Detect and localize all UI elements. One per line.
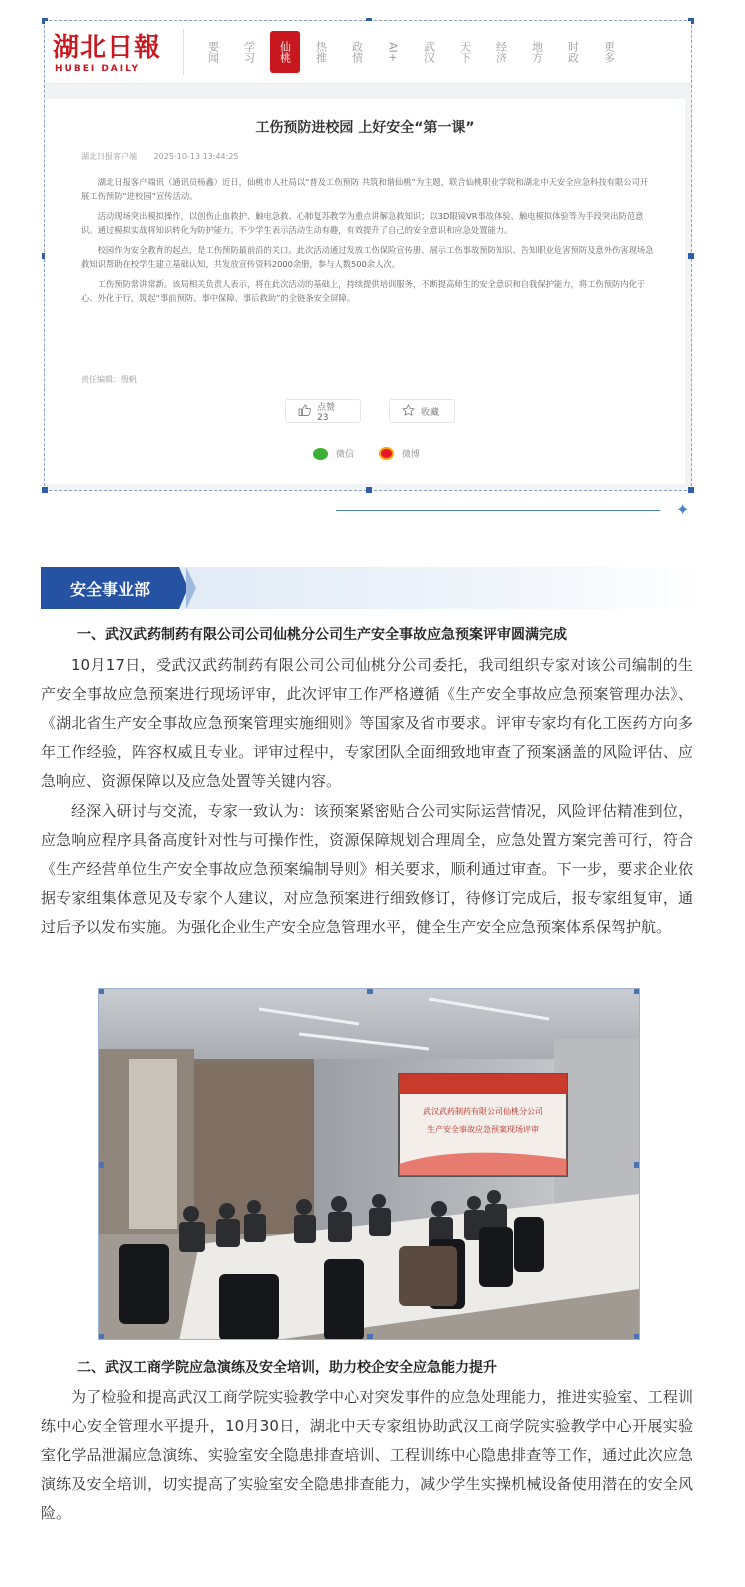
screen-text-line2: 生产安全事故应急预案现场评审 — [427, 1125, 539, 1134]
resize-handle[interactable] — [98, 1162, 104, 1168]
nav-item-difang[interactable]: 地方 — [530, 41, 544, 63]
meeting-photo — [98, 988, 640, 1340]
resize-handle[interactable] — [42, 487, 48, 493]
nav-item-ai[interactable]: AI+ — [386, 42, 400, 62]
section-arrow-decoration — [186, 567, 196, 609]
article-editor: 责任编辑：殷帆 — [81, 375, 137, 384]
thumbs-up-icon — [298, 404, 311, 419]
sparkle-icon: ✦ — [676, 500, 690, 519]
resize-handle[interactable] — [98, 988, 104, 994]
star-icon — [402, 404, 415, 419]
article-card — [45, 99, 685, 484]
article1-paragraph-1: 10月17日，受武汉武药制药有限公司公司仙桃分公司委托，我司组织专家对该公司编制的生产安全事故应急预案进行现场评审，此次评审工作严格遵循《生产安全事故应急预案管理办法》、《湖北省生产安全事故应急预案管理实施细则》等国家及省市要求。评审专家均有化工医药方向多年工作经验，阵容权威且专业。评审过程中，专家团队全面细致地审查了预案涵盖的风险评估、应急响应、资源保障以及应急处置等关键内容。 — [41, 656, 693, 790]
article-paragraph: 工伤预防常讲常新。该局相关负责人表示，将在此次活动的基础上，持续提供培训服务，不断提高师生的安全意识和自我保护能力，将工伤预防内化于心、外化于行，筑起“事前预防、事中保障、事后救助”的全链条安全屏障。 — [81, 279, 646, 303]
like-button[interactable] — [285, 399, 361, 423]
resize-handle[interactable] — [367, 988, 373, 994]
masthead — [45, 21, 691, 84]
share-weibo-label: 微博 — [402, 450, 421, 460]
nav-item-zhengqing[interactable]: 政情 — [350, 41, 364, 63]
favorite-label: 收藏 — [421, 407, 440, 418]
wechat-icon — [313, 448, 328, 460]
nav-item-shizheng[interactable]: 时政 — [566, 41, 580, 63]
article-body — [81, 175, 655, 311]
resize-handle[interactable] — [634, 1334, 640, 1340]
share-wechat-button[interactable] — [313, 447, 354, 460]
meeting-photo-illustration — [99, 989, 640, 1340]
article-paragraph: 校园作为安全教育的起点，是工伤预防最前沿的关口。此次活动通过发放工伤保险宣传册、展示工伤事故预防知识、告知职业危害预防及意外伤害现场急救知识帮助在校学生建立基础认知，共发放宣传资料2000余册，参与人数500余人次。 — [81, 245, 654, 269]
resize-handle[interactable] — [367, 1334, 373, 1340]
nav-item-xuexi[interactable]: 学习 — [242, 41, 256, 63]
like-label: 点赞 23 — [317, 402, 336, 423]
nav-item-yaowen[interactable]: 要闻 — [206, 41, 220, 63]
article-source: 湖北日报客户端 — [81, 152, 137, 161]
article2-paragraph-1: 为了检验和提高武汉工商学院实验教学中心对突发事件的应急处理能力，推进实验室、工程训练中心安全管理水平提升，10月30日，湖北中天专家组协助武汉工商学院实验教学中心开展实验室化学品泄漏应急演练、实验室安全隐患排查培训、工程训练中心隐患排查等工作，通过此次应急演练及安全培训，切实提高了实验室安全隐患排查能力，减少学生实操机械设备使用潜在的安全风险。 — [41, 1388, 693, 1522]
news-screenshot — [44, 20, 692, 491]
divider — [183, 29, 184, 75]
nav-item-wuhan[interactable]: 武汉 — [422, 41, 436, 63]
channel-nav — [195, 31, 627, 73]
share-wechat-label: 微信 — [336, 450, 355, 460]
resize-handle[interactable] — [634, 1162, 640, 1168]
section-title: 安全事业部 — [41, 567, 179, 609]
article-paragraph: 活动现场突出模拟操作，以创伤止血救护、触电急救、心肺复苏教学为重点讲解急救知识；以3D眼镜VR事故体验、触电模拟体验等为手段突出防范意识。通过模拟实战将知识转化为防护能力。不少学生表示活动生动有趣，有效提升了自己的安全意识和应急处置能力。 — [81, 211, 644, 235]
resize-handle[interactable] — [366, 487, 372, 493]
article1-paragraph-2: 经深入研讨与交流，专家一致认为：该预案紧密贴合公司实际运营情况，风险评估精准到位，应急响应程序具备高度针对性与可操作性，资源保障规划合理周全，应急处置方案完善可行，符合《生产经营单位生产安全事故应急预案编制导则》相关要求，顺利通过审查。下一步，要求企业依据专家组集体意见及专家个人建议，对应急预案进行细致修订，待修订完成后，报专家组复审，通过后予以发布实施。为强化企业生产安全应急管理水平，健全生产安全应急预案体系保驾护航。 — [41, 802, 693, 936]
weibo-icon — [379, 447, 394, 460]
nav-item-retui[interactable]: 热推 — [314, 41, 328, 63]
screen-text-line1: 武汉武药制药有限公司仙桃分公司 — [423, 1107, 543, 1116]
article-datetime: 2025-10-13 13:44:25 — [153, 152, 239, 161]
article-title: 工伤预防进校园 上好安全“第一课” — [255, 120, 475, 136]
decorative-line — [336, 510, 660, 511]
hubei-daily-logo[interactable]: 湖北日報 — [53, 33, 162, 63]
nav-item-xiantao[interactable]: 仙桃 — [270, 31, 300, 73]
resize-handle[interactable] — [634, 988, 640, 994]
resize-handle[interactable] — [688, 253, 694, 259]
share-weibo-button[interactable] — [379, 447, 420, 460]
article-meta — [81, 151, 239, 162]
article1-heading: 一、武汉武药制药有限公司公司仙桃分公司生产安全事故应急预案评审圆满完成 — [77, 627, 567, 643]
nav-item-more[interactable]: 更多 — [602, 41, 616, 63]
resize-handle[interactable] — [98, 1334, 104, 1340]
article2-heading: 二、武汉工商学院应急演练及安全培训，助力校企安全应急能力提升 — [77, 1360, 497, 1376]
nav-item-tianxia[interactable]: 天下 — [458, 41, 472, 63]
favorite-button[interactable] — [389, 399, 455, 423]
hubei-daily-logo-en: HUBEI DAILY — [55, 64, 140, 74]
nav-item-jingji[interactable]: 经济 — [494, 41, 508, 63]
article-paragraph: 湖北日报客户端讯（通讯员杨鑫）近日，仙桃市人社局以“普及工伤预防 共筑和谐仙桃”为主题，联合仙桃职业学院和湖北中天安全应急科技有限公司开展工伤预防“进校园”宣传活动。 — [81, 177, 649, 201]
resize-handle[interactable] — [688, 487, 694, 493]
